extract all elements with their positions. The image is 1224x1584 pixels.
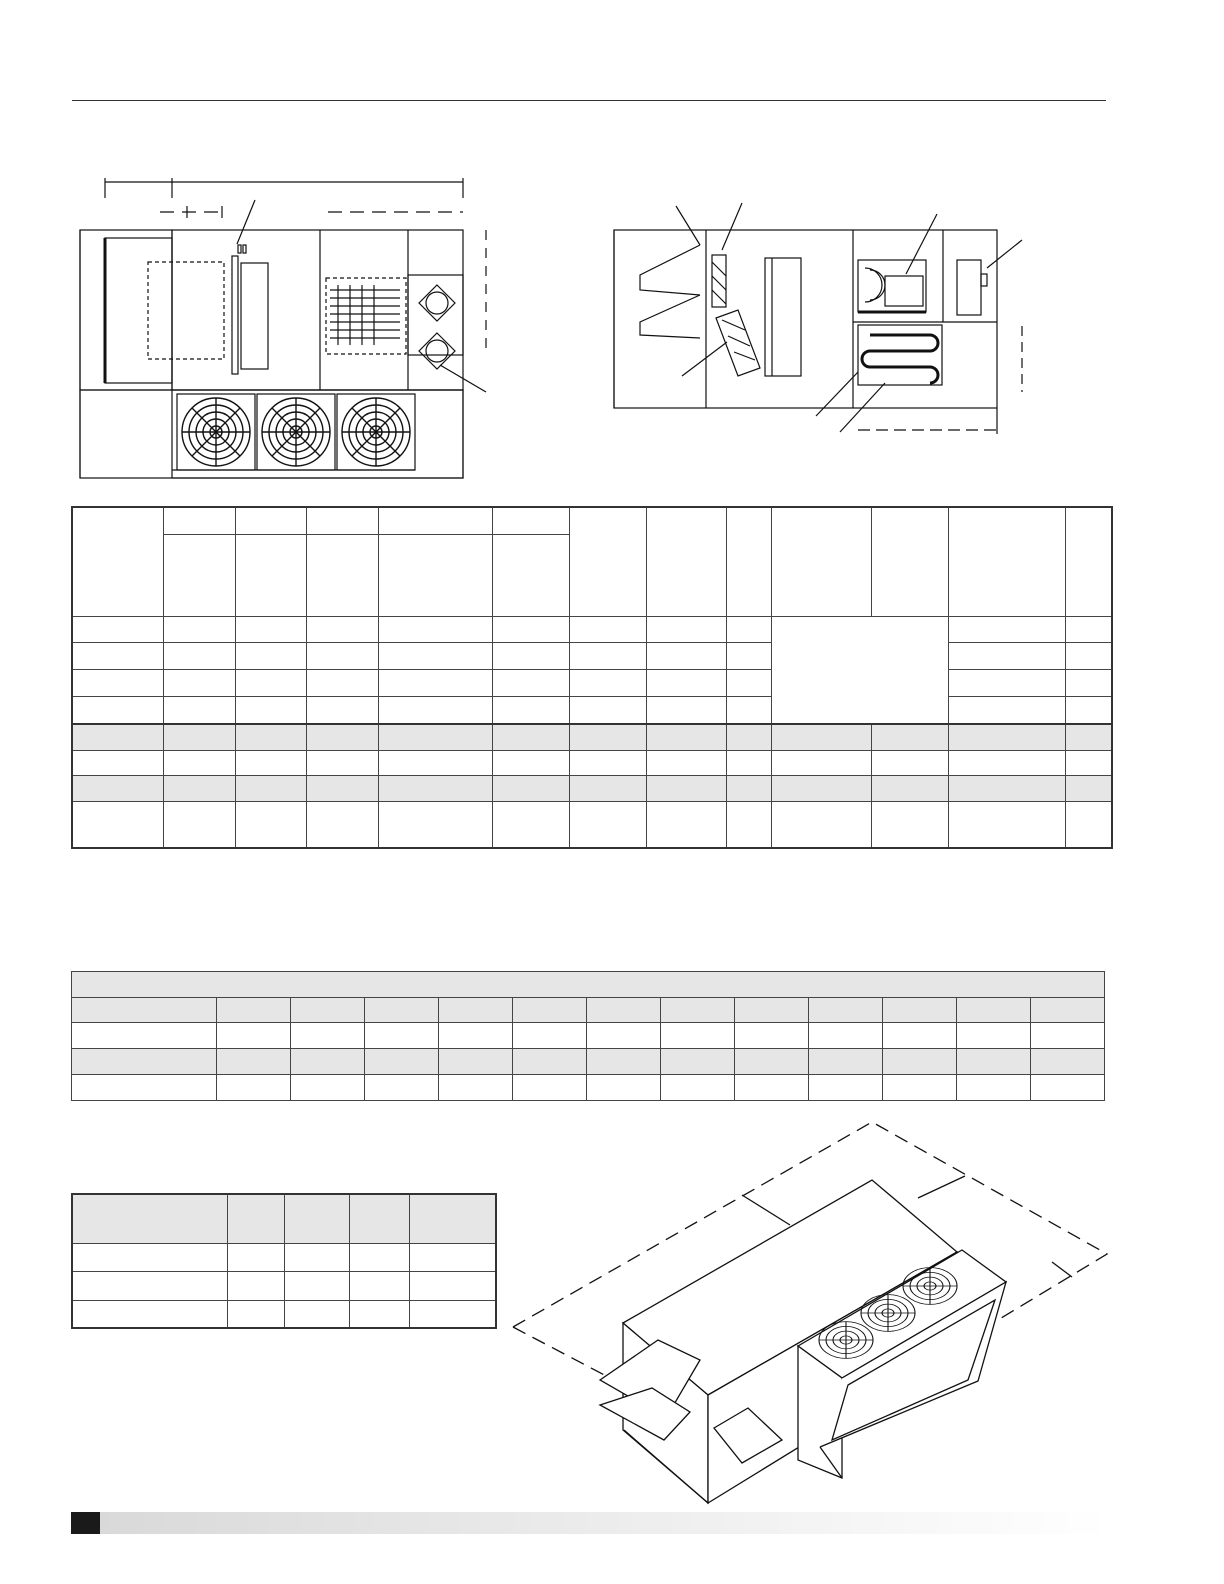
- hood-icon: [598, 1340, 702, 1440]
- footer-bar: [100, 1512, 1110, 1534]
- page-number-block: [71, 1512, 100, 1534]
- condenser-fan-icon: [903, 1266, 957, 1306]
